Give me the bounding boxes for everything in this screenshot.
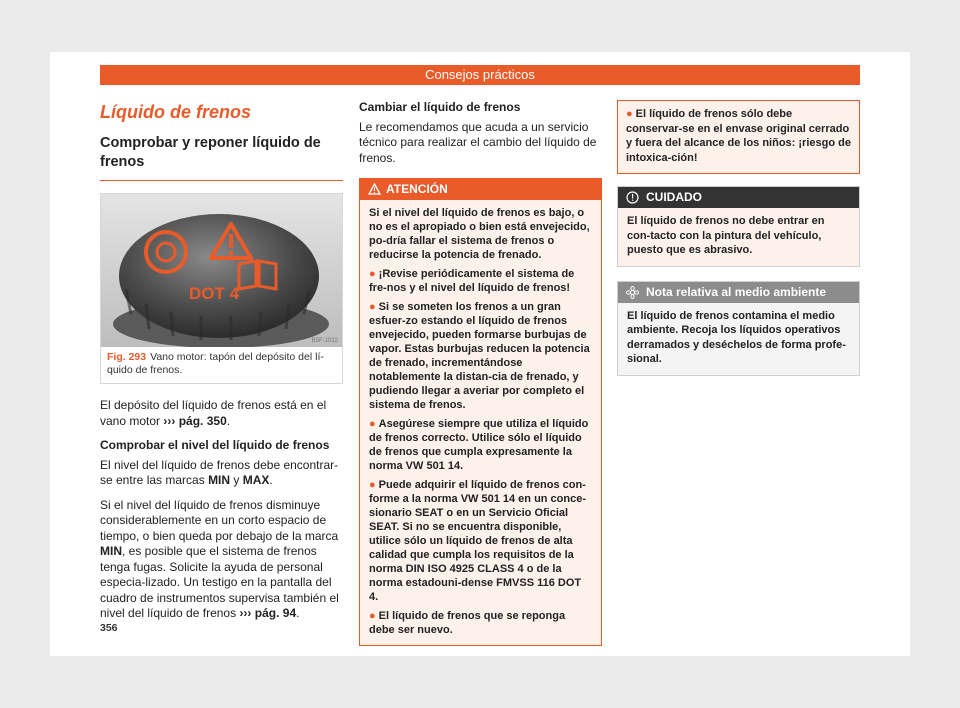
section-title: Comprobar y reponer líquido de frenos	[100, 134, 343, 181]
paragraph-leak: Si el nivel del líquido de frenos disminuye considerablemente en un corto espacio de tiempo, o bien queda por debajo de la marca MIN, es posible que el sistema de frenos tenga fugas. Solicite la ayuda de personal especia-lizado. Un testigo en la pantalla del cuadro de instrumentos supervisa también el nivel del líquido de frenos ››› pág. 94.	[100, 497, 339, 620]
warning-triangle-icon	[368, 183, 381, 195]
warning-intro: Si el nivel del líquido de frenos es bajo, o no es el apropiado o bien está envejecido, po-dría fallar el sistema de frenos o reducirse la potencia de frenado.	[369, 207, 590, 261]
warning-bullet: ● Asegúrese siempre que utiliza el líquido de frenos correcto. Utilice sólo el líquido de frenos que cumpla expresamente la norma VW 501 14.	[369, 418, 589, 472]
dot4-label: DOT 4	[189, 284, 240, 303]
environment-text: El líquido de frenos contamina el medio ambiente. Recoja los líquidos operativos derramados y deséchelos de forma profe-sional.	[627, 309, 846, 365]
paragraph-location-text: El depósito del líquido de frenos está en el vano motor	[100, 398, 327, 428]
warning-bullet: ● El líquido de frenos que se reponga debe ser nuevo.	[369, 610, 566, 636]
page-number: 356	[100, 622, 118, 634]
caution-header	[618, 187, 859, 208]
mark-min: MIN	[208, 473, 231, 487]
warning-header	[360, 179, 601, 200]
environment-note-box	[617, 281, 860, 376]
paragraph-marks: El nivel del líquido de frenos debe encontrar-se entre las marcas MIN y MAX.	[100, 457, 339, 487]
paragraph-location: El depósito del líquido de frenos está en el vano motor ››› pág. 350.	[100, 398, 327, 428]
link-arrow-icon[interactable]: ›››	[239, 606, 252, 620]
warning-continued-box	[617, 100, 860, 174]
caution-title: CUIDADO	[646, 190, 702, 204]
bullet-dot-icon: ●	[369, 418, 376, 430]
page-ref-link[interactable]: pág. 350	[178, 413, 227, 428]
figure-caption	[101, 347, 342, 383]
mark-max: MAX	[242, 473, 270, 487]
page-ref-link[interactable]: pág. 94	[254, 606, 297, 620]
caution-body	[618, 208, 859, 266]
info-circle-icon	[626, 191, 639, 204]
caution-box	[617, 186, 860, 267]
bullet-dot-icon: ●	[626, 108, 633, 120]
warning-body	[360, 200, 601, 645]
warning-box	[359, 178, 602, 646]
bullet-dot-icon: ●	[369, 479, 376, 491]
bullet-dot-icon: ●	[369, 610, 376, 622]
warning-bullet: ● El líquido de frenos sólo debe conservar-se en el envase original cerrado y fuera del alcance de los niños: ¡riesgo de intoxica-ción!	[626, 108, 851, 164]
leaf-flower-icon	[626, 286, 639, 299]
paragraph-leak-text-b: , es posible que el sistema de frenos tenga fugas. Solicite la ayuda de personal especia-lizado. Un testigo en la pantalla del cuadro de instrumentos supervisa también el nivel del líquido de frenos	[100, 544, 339, 620]
bullet-dot-icon: ●	[369, 301, 376, 313]
caution-text: El líquido de frenos no debe entrar en con-tacto con la pintura del vehículo, puesto que es abrasivo.	[627, 215, 825, 256]
figure-code: B5F-1022	[311, 338, 338, 344]
environment-body	[618, 303, 859, 375]
environment-title: Nota relativa al medio ambiente	[646, 284, 827, 299]
warning-bullet: ● Puede adquirir el líquido de frenos con-forme a la norma VW 501 14 en un conce-sionario SEAT o en un Servicio Oficial SEAT. Si no se encuentra disponible, utilice sólo un líquido de frenos de alta calidad que cumpla los requisitos de la norma DIN ISO 4925 CLASS 4 o de la norma estadouni-dense FMVSS 116 DOT 4.	[369, 479, 587, 603]
column-middle	[359, 100, 602, 646]
paragraph-marks-text: El nivel del líquido de frenos debe encontrar-se entre las marcas	[100, 457, 339, 487]
conjunction: y	[233, 473, 240, 487]
paragraph-change: Le recomendamos que acuda a un servicio técnico para realizar el cambio del líquido de frenos.	[359, 119, 597, 165]
subheading-check-level: Comprobar el nivel del líquido de frenos	[100, 438, 330, 452]
environment-header	[618, 282, 859, 303]
warning-title: ATENCIÓN	[386, 182, 448, 196]
page-title: Líquido de frenos	[100, 102, 251, 122]
warning-bullet: ● Si se someten los frenos a un gran esfuer-zo estando el líquido de frenos envejecido, pueden formarse burbujas de vapor. Estas burbujas reducen la potencia de frenado, incrementándose notablemente la distan-cia de frenado, y pudiendo llegar a averiar por completo el sistema de frenos.	[369, 301, 590, 411]
figure-caption-text: Vano motor: tapón del depósito del lí-quido de frenos.	[107, 351, 324, 376]
link-arrow-icon[interactable]: ›››	[163, 413, 176, 428]
column-left	[100, 100, 343, 622]
warning-bullet: ● ¡Revise periódicamente el sistema de fre-nos y el nivel del líquido de frenos!	[369, 268, 575, 294]
section-header: Consejos prácticos	[100, 65, 860, 85]
column-right	[617, 100, 860, 376]
brake-fluid-cap-image	[101, 194, 342, 347]
subheading-change-fluid: Cambiar el líquido de frenos	[359, 100, 521, 114]
paragraph-leak-text-a: Si el nivel del líquido de frenos disminuye considerablemente en un corto espacio de tiempo, o bien queda por debajo de la marca	[100, 497, 339, 543]
bullet-dot-icon: ●	[369, 268, 376, 280]
brake-fluid-cap-illustration	[101, 194, 342, 347]
mark-min-2: MIN	[100, 544, 122, 558]
figure-number: Fig. 293	[107, 351, 147, 363]
figure-293	[100, 193, 343, 384]
